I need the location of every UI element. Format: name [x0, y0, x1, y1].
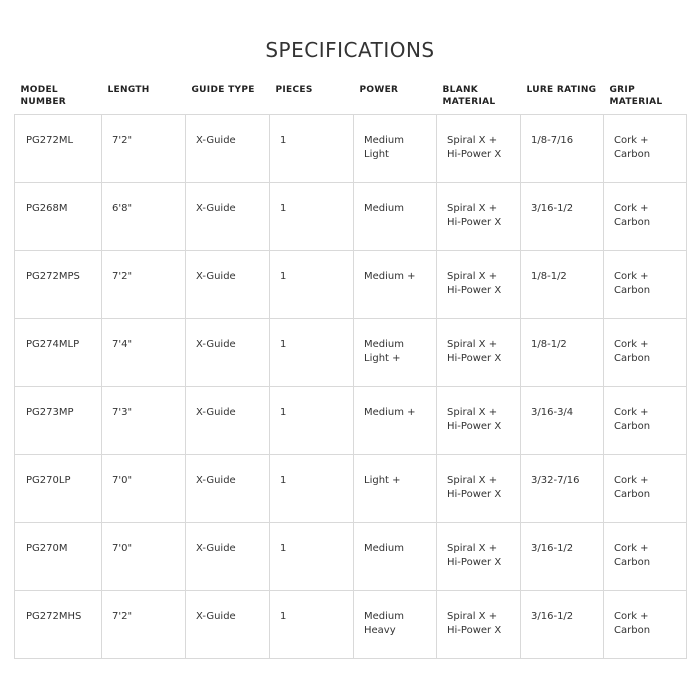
column-header-text: PIECES [275, 85, 313, 95]
cell-text: PG268M [26, 203, 68, 214]
cell-text: Medium + [364, 271, 416, 282]
cell-pieces [270, 319, 354, 387]
column-header-text: POWER [359, 85, 399, 95]
cell-guide [186, 183, 270, 251]
cell-model [15, 183, 102, 251]
cell-text: Carbon [614, 489, 651, 500]
cell-length [102, 319, 186, 387]
cell-text: 6'8" [112, 203, 133, 214]
cell-guide [186, 523, 270, 591]
cell-length [102, 591, 186, 659]
cell-text: PG270LP [26, 475, 71, 486]
cell-text: Hi-Power X [447, 489, 502, 500]
table-row [15, 455, 687, 523]
cell-blank [437, 387, 521, 455]
cell-length [102, 523, 186, 591]
cell-grip [604, 455, 687, 523]
cell-text: PG272MHS [26, 611, 82, 622]
table-row [15, 115, 687, 183]
table-row [15, 319, 687, 387]
column-header-text: LURE RATING [526, 85, 597, 95]
cell-lure [521, 387, 604, 455]
cell-text: Carbon [614, 217, 651, 228]
cell-text: 1 [280, 339, 287, 350]
table-header-row [15, 78, 687, 115]
table-body [15, 115, 687, 659]
column-header-length [102, 78, 186, 115]
cell-text: 1 [280, 543, 287, 554]
cell-pieces [270, 251, 354, 319]
cell-lure [521, 455, 604, 523]
cell-text: 1 [280, 135, 287, 146]
cell-guide [186, 455, 270, 523]
cell-text: Cork + [614, 271, 649, 282]
cell-grip [604, 523, 687, 591]
cell-lure [521, 523, 604, 591]
cell-model [15, 387, 102, 455]
column-header-text: MATERIAL [442, 97, 496, 107]
table-row [15, 387, 687, 455]
cell-text: 1/8-1/2 [531, 271, 567, 282]
cell-grip [604, 115, 687, 183]
cell-text: Cork + [614, 475, 649, 486]
cell-lure [521, 183, 604, 251]
cell-text: Spiral X + [447, 407, 498, 418]
column-header-text: GUIDE TYPE [191, 85, 255, 95]
cell-model [15, 455, 102, 523]
column-header-text: GRIP [609, 85, 635, 95]
cell-text: Spiral X + [447, 203, 498, 214]
cell-length [102, 115, 186, 183]
cell-text: 1 [280, 611, 287, 622]
cell-text: Light + [364, 475, 401, 486]
cell-text: Hi-Power X [447, 421, 502, 432]
cell-pieces [270, 523, 354, 591]
cell-power [354, 591, 437, 659]
table-row [15, 251, 687, 319]
cell-model [15, 319, 102, 387]
cell-model [15, 115, 102, 183]
cell-text: 1 [280, 271, 287, 282]
cell-guide [186, 251, 270, 319]
column-header-lure [521, 78, 604, 115]
cell-grip [604, 183, 687, 251]
cell-model [15, 523, 102, 591]
cell-text: Cork + [614, 543, 649, 554]
cell-text: Hi-Power X [447, 217, 502, 228]
cell-text: Carbon [614, 353, 651, 364]
specifications-table [14, 78, 687, 659]
cell-power [354, 115, 437, 183]
cell-length [102, 251, 186, 319]
cell-lure [521, 251, 604, 319]
cell-power [354, 319, 437, 387]
column-header-text: BLANK [442, 85, 479, 95]
cell-text: Spiral X + [447, 475, 498, 486]
cell-text: 3/16-1/2 [531, 543, 574, 554]
cell-blank [437, 591, 521, 659]
cell-guide [186, 319, 270, 387]
cell-text: Carbon [614, 557, 651, 568]
cell-text: Light + [364, 353, 401, 364]
cell-text: 7'2" [112, 271, 133, 282]
cell-text: 7'0" [112, 475, 133, 486]
column-header-grip [604, 78, 687, 115]
cell-power [354, 183, 437, 251]
cell-text: Light [364, 149, 389, 160]
cell-text: 3/16-1/2 [531, 203, 574, 214]
cell-guide [186, 115, 270, 183]
cell-power [354, 455, 437, 523]
cell-blank [437, 319, 521, 387]
cell-length [102, 455, 186, 523]
column-header-pieces [270, 78, 354, 115]
cell-text: PG272ML [26, 135, 74, 146]
cell-text: Hi-Power X [447, 285, 502, 296]
cell-grip [604, 387, 687, 455]
cell-text: Spiral X + [447, 271, 498, 282]
cell-text: Hi-Power X [447, 353, 502, 364]
cell-text: X-Guide [196, 475, 236, 486]
cell-power [354, 523, 437, 591]
cell-lure [521, 319, 604, 387]
cell-pieces [270, 455, 354, 523]
cell-text: X-Guide [196, 407, 236, 418]
cell-text: Hi-Power X [447, 149, 502, 160]
cell-blank [437, 115, 521, 183]
cell-text: Spiral X + [447, 543, 498, 554]
cell-lure [521, 591, 604, 659]
cell-pieces [270, 115, 354, 183]
cell-grip [604, 591, 687, 659]
column-header-text: LENGTH [107, 85, 150, 95]
cell-text: PG274MLP [26, 339, 80, 350]
cell-pieces [270, 591, 354, 659]
cell-text: Medium [364, 203, 404, 214]
cell-text: Medium + [364, 407, 416, 418]
cell-text: 7'4" [112, 339, 133, 350]
cell-text: Spiral X + [447, 611, 498, 622]
column-header-text: NUMBER [20, 97, 67, 107]
cell-lure [521, 115, 604, 183]
cell-pieces [270, 387, 354, 455]
cell-text: Hi-Power X [447, 557, 502, 568]
column-header-model [15, 78, 102, 115]
cell-text: Carbon [614, 149, 651, 160]
table-row [15, 183, 687, 251]
cell-text: Cork + [614, 611, 649, 622]
cell-text: Cork + [614, 135, 649, 146]
cell-grip [604, 251, 687, 319]
cell-text: 1/8-7/16 [531, 135, 574, 146]
cell-text: PG273MP [26, 407, 74, 418]
cell-power [354, 387, 437, 455]
column-header-power [354, 78, 437, 115]
cell-text: Medium [364, 543, 404, 554]
cell-blank [437, 523, 521, 591]
cell-text: 7'2" [112, 611, 133, 622]
table-row [15, 523, 687, 591]
cell-length [102, 183, 186, 251]
cell-text: 1/8-1/2 [531, 339, 567, 350]
cell-text: Cork + [614, 203, 649, 214]
cell-text: 3/32-7/16 [531, 475, 580, 486]
cell-text: Carbon [614, 285, 651, 296]
cell-model [15, 591, 102, 659]
column-header-text: MODEL [20, 85, 58, 95]
cell-text: X-Guide [196, 271, 236, 282]
cell-model [15, 251, 102, 319]
cell-text: Cork + [614, 339, 649, 350]
cell-text: X-Guide [196, 543, 236, 554]
column-header-guide [186, 78, 270, 115]
column-header-blank [437, 78, 521, 115]
cell-text: 7'3" [112, 407, 133, 418]
cell-text: Spiral X + [447, 339, 498, 350]
cell-text: Spiral X + [447, 135, 498, 146]
cell-text: 7'0" [112, 543, 133, 554]
cell-text: Carbon [614, 421, 651, 432]
cell-power [354, 251, 437, 319]
cell-text: X-Guide [196, 339, 236, 350]
cell-text: Cork + [614, 407, 649, 418]
cell-text: Heavy [364, 625, 396, 636]
cell-text: 1 [280, 407, 287, 418]
cell-text: 1 [280, 475, 287, 486]
cell-text: Carbon [614, 625, 651, 636]
page-title: SPECIFICATIONS [265, 38, 435, 63]
cell-text: Medium [364, 611, 404, 622]
column-header-text: MATERIAL [609, 97, 663, 107]
cell-blank [437, 455, 521, 523]
cell-pieces [270, 183, 354, 251]
cell-blank [437, 183, 521, 251]
cell-text: PG272MPS [26, 271, 80, 282]
cell-text: X-Guide [196, 203, 236, 214]
cell-text: 3/16-1/2 [531, 611, 574, 622]
cell-text: PG270M [26, 543, 68, 554]
cell-grip [604, 319, 687, 387]
cell-text: Medium [364, 339, 404, 350]
cell-text: X-Guide [196, 135, 236, 146]
table-row [15, 591, 687, 659]
cell-text: X-Guide [196, 611, 236, 622]
cell-text: Medium [364, 135, 404, 146]
cell-text: 1 [280, 203, 287, 214]
cell-text: 7'2" [112, 135, 133, 146]
cell-text: 3/16-3/4 [531, 407, 574, 418]
cell-guide [186, 387, 270, 455]
cell-guide [186, 591, 270, 659]
cell-blank [437, 251, 521, 319]
cell-length [102, 387, 186, 455]
cell-text: Hi-Power X [447, 625, 502, 636]
